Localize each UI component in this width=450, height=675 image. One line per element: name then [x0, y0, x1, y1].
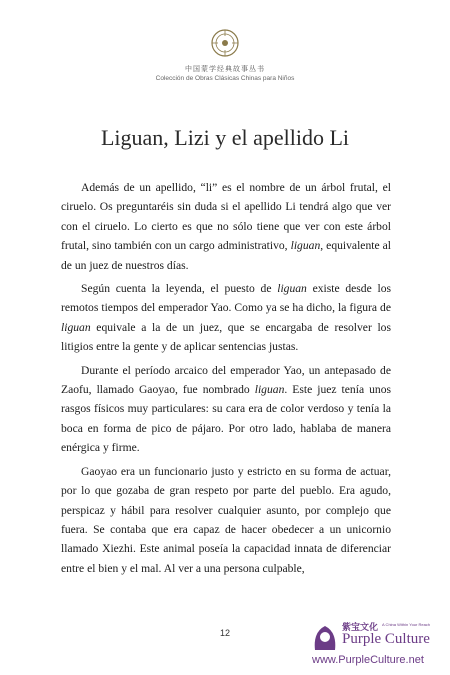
watermark-brand: Purple Culture: [342, 631, 430, 647]
paragraph-4: [61, 462, 391, 578]
ornamental-medallion-icon: [210, 28, 240, 58]
paragraph-2: [61, 279, 391, 357]
purple-culture-logo-icon: [310, 622, 340, 652]
chapter-title: Liguan, Lizi y el apellido Li: [100, 125, 350, 150]
text-run: existe desde los remotos tiempos del emperador Yao. Como ya se ha dicho, la figura de: [61, 282, 392, 315]
purple-culture-watermark: [310, 620, 450, 675]
text-run: , equivalente al de un juez de nuestros días.: [61, 239, 392, 272]
watermark-tagline: A China Within Your Reach: [382, 622, 431, 627]
series-title-chinese: 中国蒙学经典故事丛书: [185, 65, 265, 73]
paragraph-1: [61, 178, 391, 275]
text-run: equivale a la de un juez, que se encargaba de resolver los litigios entre la gente y de aplicar sentencias justas.: [61, 320, 391, 354]
page-number: 12: [219, 628, 230, 638]
text-run: Según cuenta la leyenda, el puesto de: [81, 282, 278, 296]
italic-term: liguan: [61, 320, 91, 334]
watermark-chinese: 紫宝文化: [342, 623, 379, 633]
watermark-url: www.PurpleCulture.net: [312, 654, 424, 666]
paragraph-3: [61, 361, 391, 458]
series-title-spanish: Colección de Obras Clásicas Chinas para Niños: [155, 75, 295, 82]
text-run: Durante el período arcaico del emperador Yao, un antepasado de Zaofu, llamado Gaoyao, fue nombrado: [61, 363, 391, 397]
italic-term: liguan: [290, 239, 321, 253]
italic-term: liguan: [254, 383, 285, 397]
body-text: [61, 178, 391, 582]
italic-term: liguan: [277, 282, 307, 296]
text-run: Gaoyao era un funcionario justo y estricto en su forma de actuar, por lo que gozaba de gran respeto por parte del pueblo. Era agudo, perspicaz y hábil para resolver cualquier asunto, por complejo que fuera. Se contaba que era capaz de hacer obedecer a un unicornio llamado Xiezhi. Este animal poseía la capacidad innata de diferenciar entre el bien y el mal. Al ver a una persona culpable,: [61, 464, 391, 575]
text-run: Además de un apellido, “li” es el nombre de un árbol frutal, el ciruelo. Os preguntaréis sin duda si el apellido Li tendrá algo que ver con el ciruelo. Lo cierto es que no sólo tiene que ver con este árbol frutal, sino también con un cargo administrativo,: [61, 181, 391, 253]
text-run: . Este juez tenía unos rasgos físicos muy particulares: su cara era de color verdoso y tenía la boca en forma de pico de pájaro. Por otro lado, hablaba de manera enérgica y firme.: [61, 383, 392, 455]
